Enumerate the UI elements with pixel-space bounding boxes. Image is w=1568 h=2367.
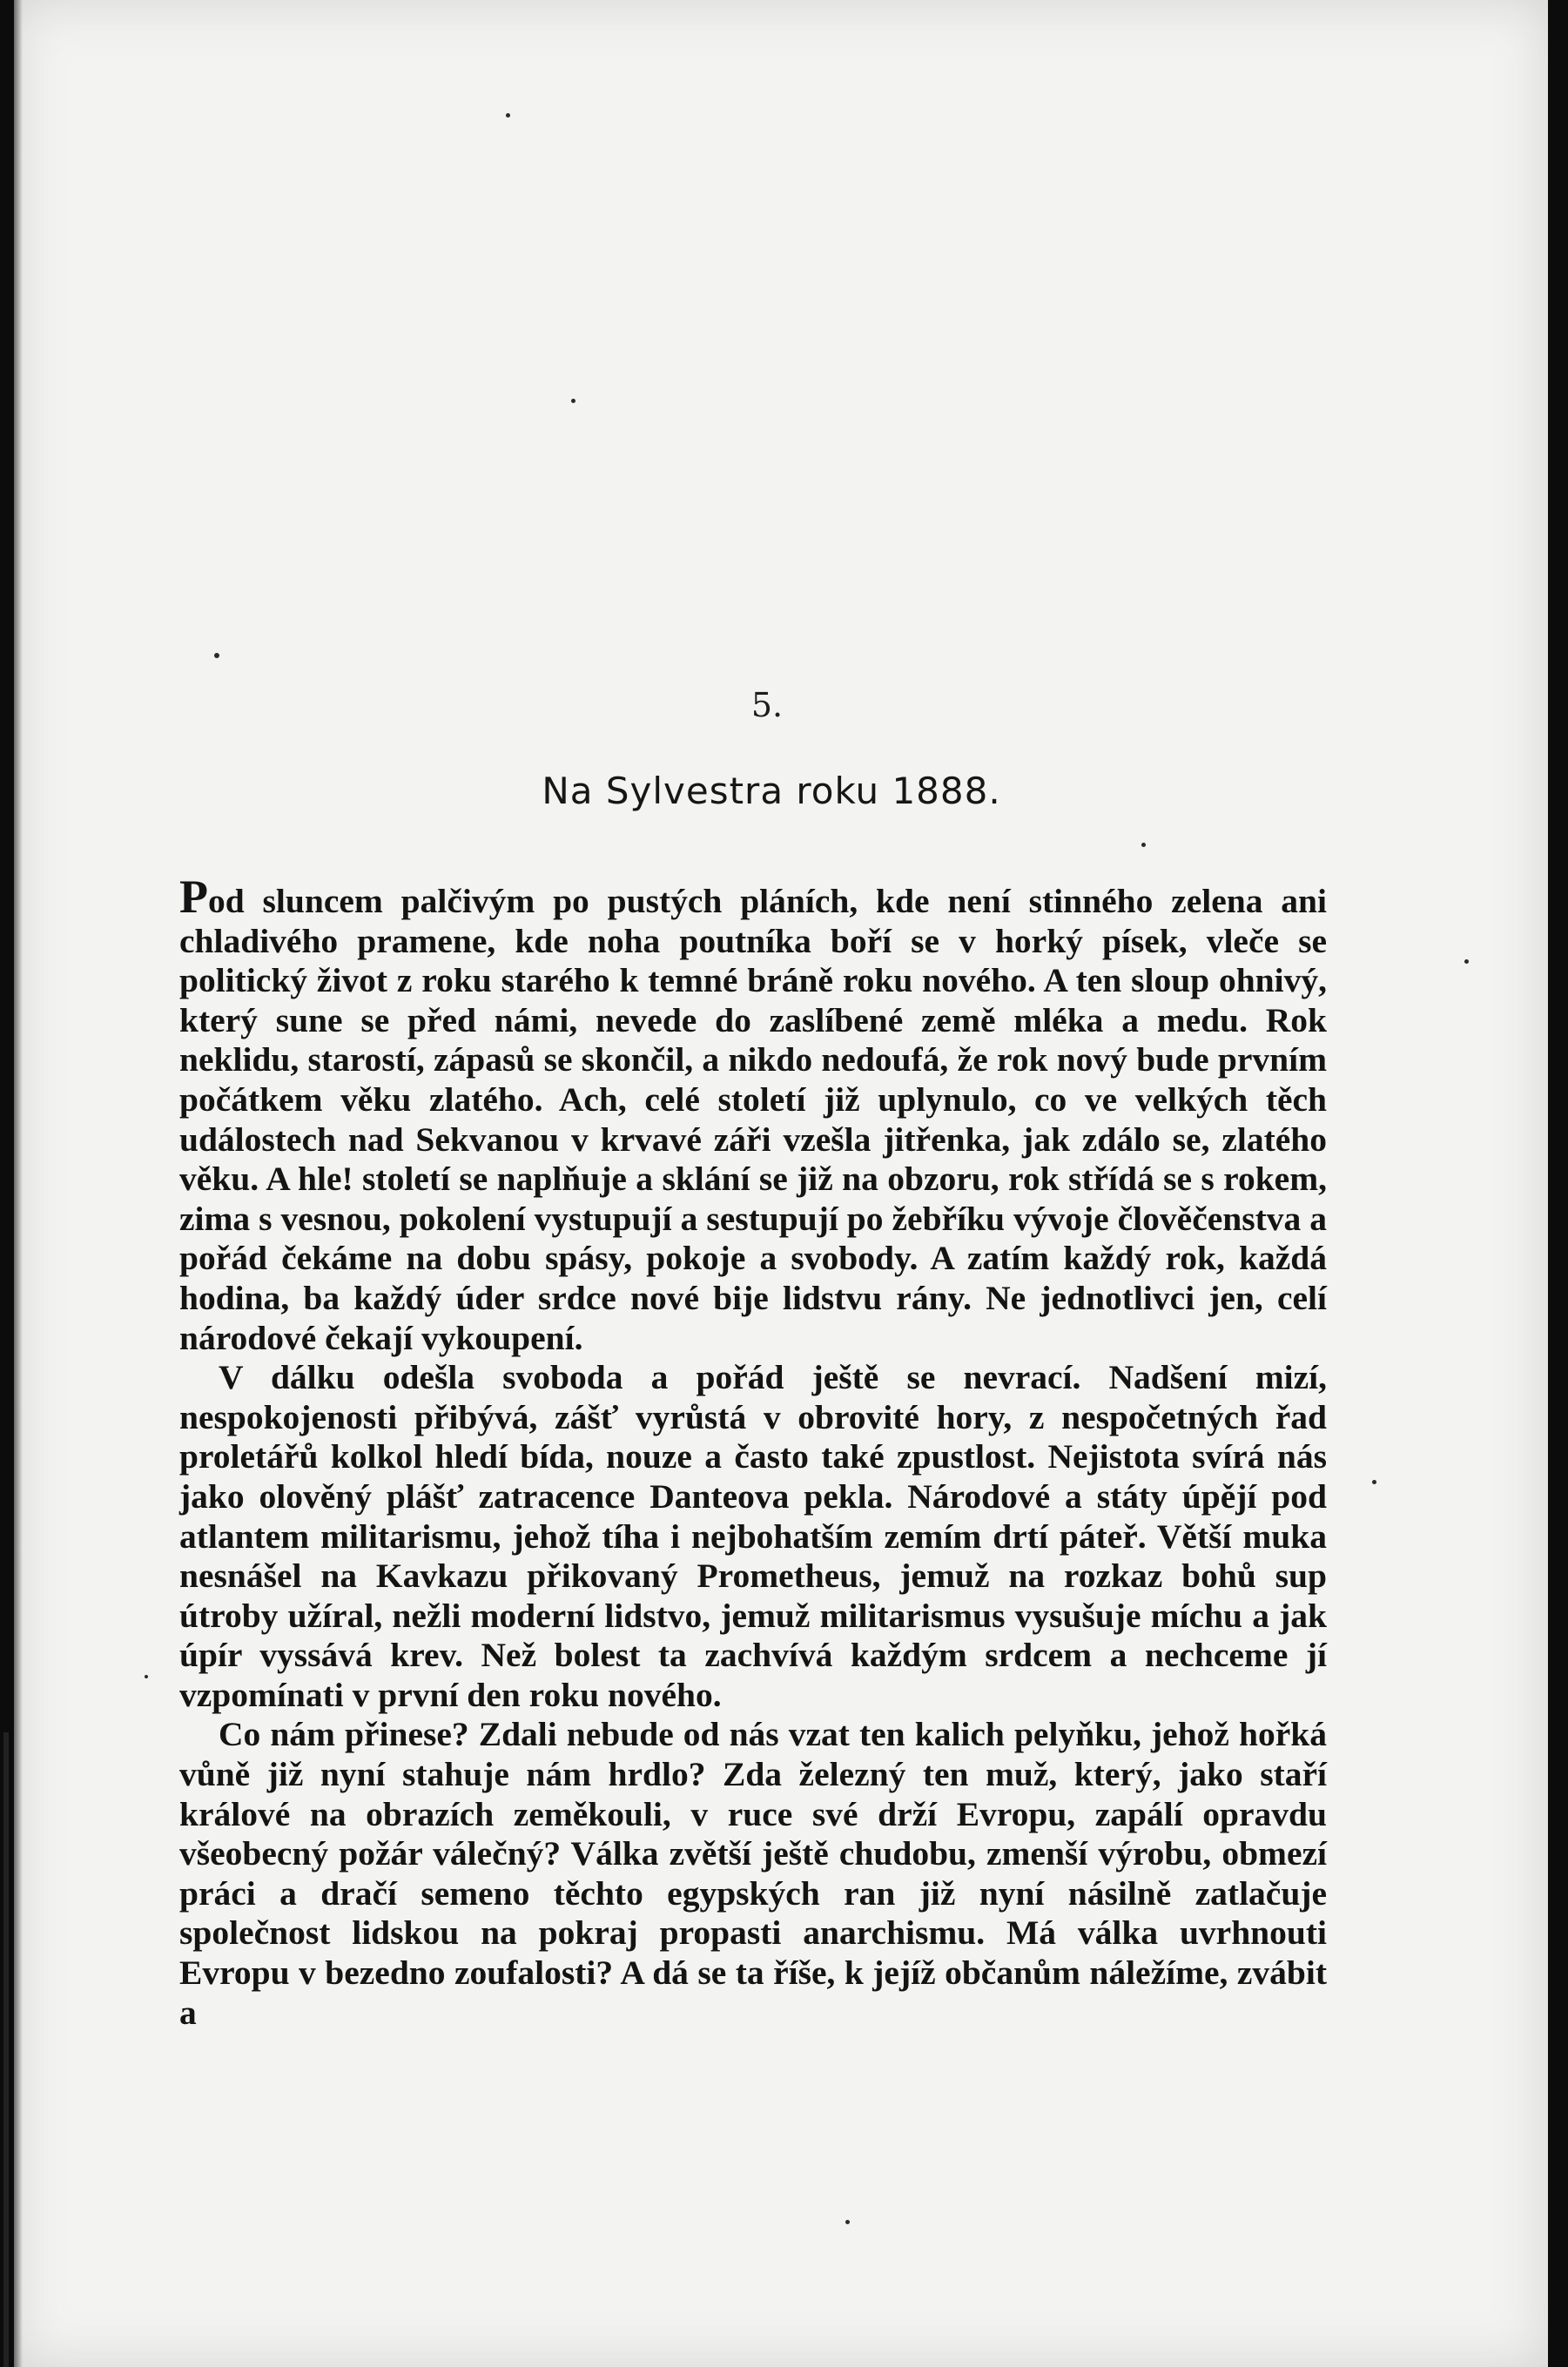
paper-speck: [214, 653, 219, 658]
paper-speck: [1464, 959, 1469, 964]
paper-speck: [506, 113, 510, 118]
chapter-title: Na Sylvestra roku 1888.: [542, 770, 1001, 812]
paragraph-1: [179, 871, 1327, 1358]
paper-speck: [145, 1675, 148, 1678]
paragraph-2: V dálku odešla svoboda a pořád ještě se nevrací. Nadšení mizí, nespokojenosti přibývá, zášť vyrůstá v obrovité hory, z nespočetných řad proletářů kolkol hledí bída, nouze a často také zpustlost. Nejistota svírá nás jako olověný plášť zatracence Danteova pekla. Národové a státy úpějí pod atlantem militarismu, jehož tíha i nejbohatším zemím drtí páteř. Větší muka nesnášel na Kavkazu přikovaný Prometheus, jemuž na rozkaz bohů sup útroby užíral, nežli moderní lidstvo, jemuž militarismus vysušuje míchu a jak úpír vyssává krev. Než bolest ta zachvívá každým srdcem a nechceme jí vzpomínati v první den roku nového.: [179, 1358, 1327, 1714]
body-text: [179, 871, 1327, 2033]
book-page: [14, 0, 1548, 2367]
paragraph-3: Co nám přinese? Zdali nebude od nás vzat ten kalich pelyňku, jehož hořká vůně již nyní stahuje nám hrdlo? Zda železný ten muž, který, jako staří králové na obrazích zeměkouli, v ruce své drží Evropu, zapálí opravdu všeobecný požár válečný? Válka zvětší ještě chudobu, zmenší výrobu, obmezí práci a dračí semeno těchto egypských ran již nyní násilně zatlačuje společnost lidskou na pokraj propasti anarchismu. Má válka uvrhnouti Evropu v bezedno zoufalosti? A dá se ta říše, k jejíž občanům náležíme, zvábit a: [179, 1715, 1327, 2032]
scan-margin-line: [3, 1732, 9, 2367]
paragraph-1-text: od sluncem palčivým po pustých pláních, kde není stinného zelena ani chladivého pramene, kde noha poutníka boří se v horký písek, vleče se politický život z roku starého k temné bráně roku nového. A ten sloup ohnivý, který sune se před námi, nevede do zaslíbené země mléka a medu. Rok neklidu, starostí, zápasů se skončil, a nikdo nedoufá, že rok nový bude prvním počátkem věku zlatého. Ach, celé století již uplynulo, co ve velkých těch událostech nad Sekvanou v krvavé záři vzešla jitřenka, jak zdálo se, zlatého věku. A hle! století se naplňuje a sklání se již na obzoru, rok střídá se s rokem, zima s vesnou, pokolení vystupují a sestupují po žebříku vývoje člověčenstva a pořád čekáme na dobu spásy, pokoje a svobody. A zatím každý rok, každá hodina, ba každý úder srdce nové bije lidstvu rány. Ne jednotlivci jen, celí národové čekají vykoupení.: [179, 882, 1327, 1357]
drop-cap: P: [179, 871, 208, 923]
paper-speck: [845, 2220, 850, 2224]
paper-speck: [1141, 843, 1146, 847]
paper-speck: [1372, 1480, 1376, 1484]
chapter-number: 5.: [750, 686, 784, 724]
page-edge-shadow: [14, 0, 23, 2367]
paper-speck: [571, 399, 575, 403]
